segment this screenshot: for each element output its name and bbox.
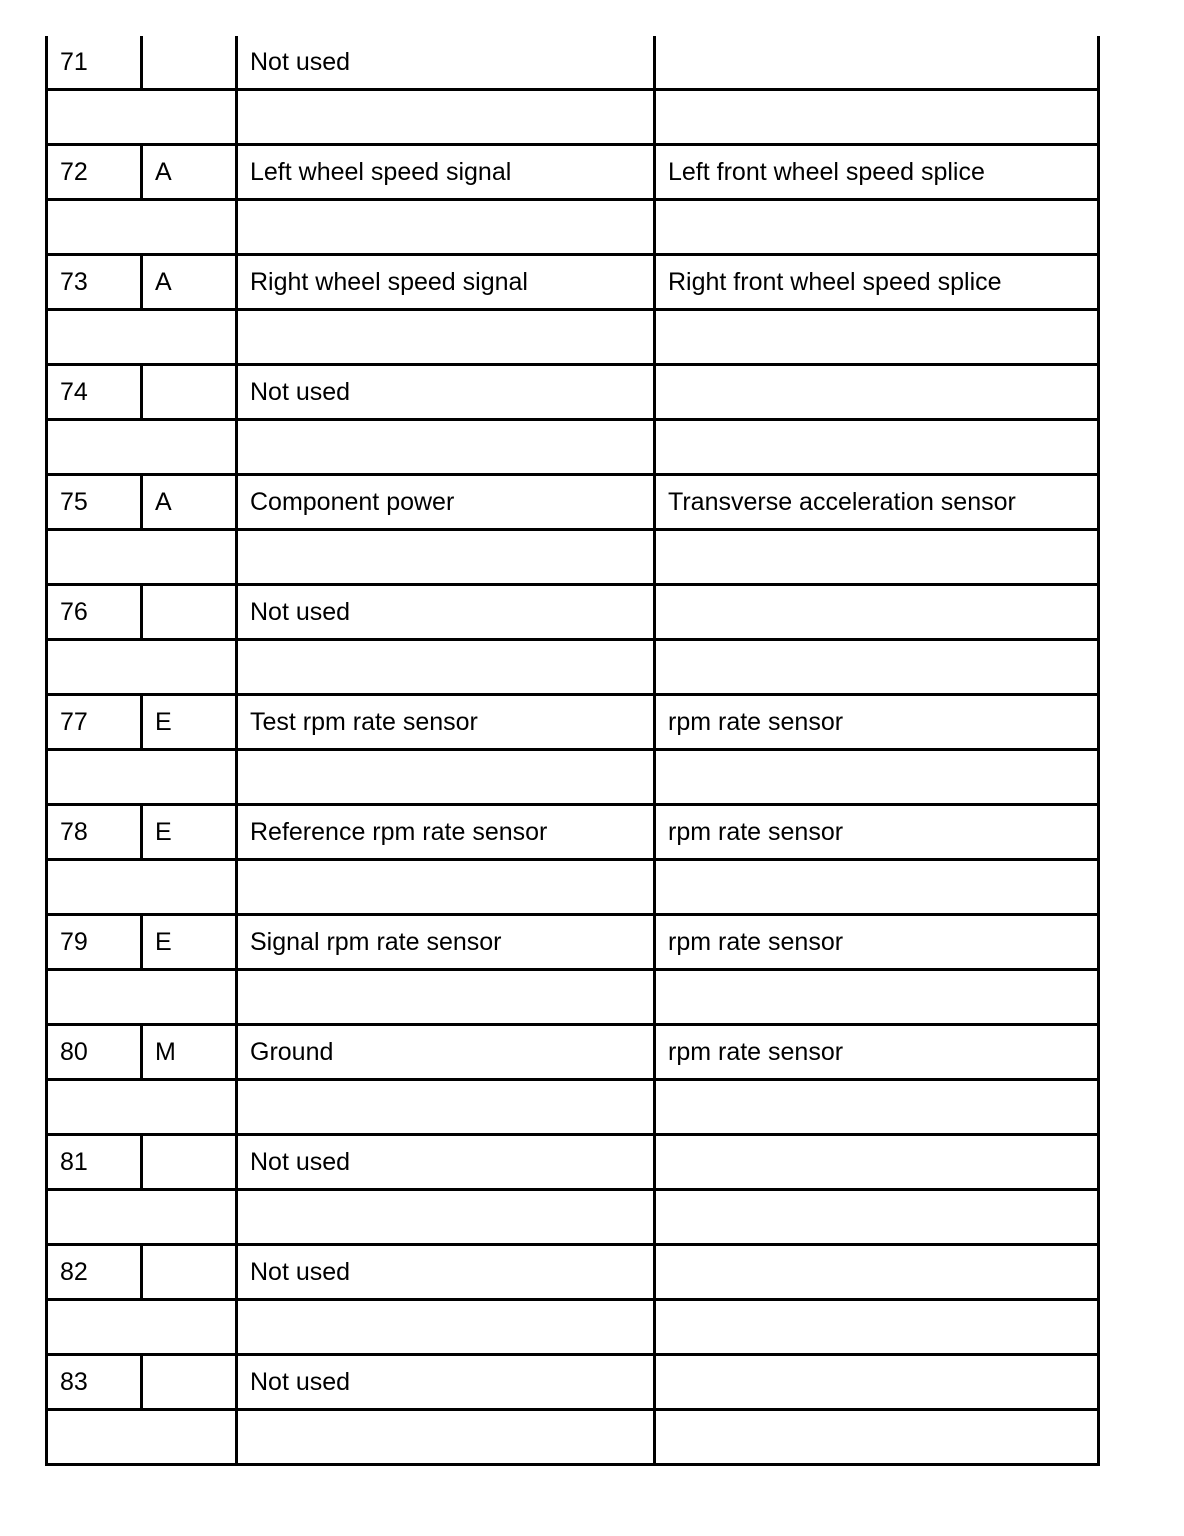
spacer-cell xyxy=(655,420,1099,475)
pin-function-cell: Not used xyxy=(237,36,655,90)
pin-type-cell: A xyxy=(142,255,237,310)
spacer-row xyxy=(47,90,1099,145)
table-row xyxy=(47,145,1099,200)
table-row xyxy=(47,1355,1099,1410)
spacer-cell xyxy=(237,1080,655,1135)
spacer-row xyxy=(47,1190,1099,1245)
pin-connection-cell: rpm rate sensor xyxy=(655,915,1099,970)
spacer-cell xyxy=(47,200,237,255)
pin-function-cell: Right wheel speed signal xyxy=(237,255,655,310)
table-row xyxy=(47,695,1099,750)
spacer-cell xyxy=(47,530,237,585)
spacer-cell xyxy=(655,1410,1099,1465)
spacer-row xyxy=(47,200,1099,255)
spacer-cell xyxy=(655,530,1099,585)
pin-type-cell xyxy=(142,365,237,420)
spacer-row xyxy=(47,640,1099,695)
pin-type-cell: E xyxy=(142,695,237,750)
pin-connection-cell xyxy=(655,1355,1099,1410)
pin-type-cell xyxy=(142,1355,237,1410)
spacer-cell xyxy=(47,1300,237,1355)
pin-function-cell: Not used xyxy=(237,1135,655,1190)
pin-connection-cell: rpm rate sensor xyxy=(655,695,1099,750)
spacer-cell xyxy=(47,1080,237,1135)
pin-type-cell xyxy=(142,585,237,640)
pin-type-cell: A xyxy=(142,145,237,200)
pin-connection-cell: rpm rate sensor xyxy=(655,1025,1099,1080)
spacer-cell xyxy=(655,640,1099,695)
spacer-cell xyxy=(237,750,655,805)
pin-number-cell: 75 xyxy=(47,475,142,530)
spacer-cell xyxy=(655,970,1099,1025)
spacer-cell xyxy=(655,1080,1099,1135)
spacer-cell xyxy=(237,200,655,255)
spacer-row xyxy=(47,530,1099,585)
pin-assignment-table xyxy=(45,36,1100,1466)
spacer-cell xyxy=(237,640,655,695)
spacer-cell xyxy=(237,530,655,585)
table-row xyxy=(47,475,1099,530)
spacer-cell xyxy=(47,640,237,695)
pin-number-cell: 83 xyxy=(47,1355,142,1410)
pin-function-cell: Test rpm rate sensor xyxy=(237,695,655,750)
pin-connection-cell xyxy=(655,36,1099,90)
spacer-row xyxy=(47,1300,1099,1355)
spacer-cell xyxy=(47,1190,237,1245)
pin-connection-cell: Right front wheel speed splice xyxy=(655,255,1099,310)
pin-number-cell: 71 xyxy=(47,36,142,90)
pin-number-cell: 78 xyxy=(47,805,142,860)
spacer-cell xyxy=(237,420,655,475)
spacer-cell xyxy=(237,1190,655,1245)
pin-type-cell xyxy=(142,1135,237,1190)
pin-function-cell: Left wheel speed signal xyxy=(237,145,655,200)
spacer-cell xyxy=(47,970,237,1025)
spacer-cell xyxy=(47,860,237,915)
pin-number-cell: 77 xyxy=(47,695,142,750)
table-row xyxy=(47,365,1099,420)
pin-function-cell: Reference rpm rate sensor xyxy=(237,805,655,860)
table-row xyxy=(47,1135,1099,1190)
pin-type-cell: M xyxy=(142,1025,237,1080)
table-body xyxy=(47,36,1099,1465)
pin-function-cell: Component power xyxy=(237,475,655,530)
pin-function-cell: Not used xyxy=(237,1245,655,1300)
pin-number-cell: 80 xyxy=(47,1025,142,1080)
spacer-cell xyxy=(47,420,237,475)
spacer-cell xyxy=(47,90,237,145)
pin-function-cell: Ground xyxy=(237,1025,655,1080)
table-row xyxy=(47,255,1099,310)
pin-number-cell: 82 xyxy=(47,1245,142,1300)
pin-type-cell xyxy=(142,1245,237,1300)
pin-type-cell: A xyxy=(142,475,237,530)
spacer-cell xyxy=(655,90,1099,145)
pin-function-cell: Not used xyxy=(237,365,655,420)
pin-connection-cell xyxy=(655,365,1099,420)
spacer-row xyxy=(47,970,1099,1025)
pin-function-cell: Not used xyxy=(237,585,655,640)
spacer-cell xyxy=(237,860,655,915)
spacer-cell xyxy=(655,860,1099,915)
pin-number-cell: 74 xyxy=(47,365,142,420)
spacer-cell xyxy=(237,310,655,365)
spacer-row xyxy=(47,420,1099,475)
pin-connection-cell xyxy=(655,1245,1099,1300)
spacer-cell xyxy=(47,1410,237,1465)
spacer-cell xyxy=(237,970,655,1025)
pin-connection-cell: rpm rate sensor xyxy=(655,805,1099,860)
pin-connection-cell xyxy=(655,1135,1099,1190)
spacer-cell xyxy=(237,90,655,145)
pin-connection-cell: Transverse acceleration sensor xyxy=(655,475,1099,530)
spacer-cell xyxy=(47,750,237,805)
spacer-cell xyxy=(237,1410,655,1465)
spacer-row xyxy=(47,1080,1099,1135)
spacer-row xyxy=(47,860,1099,915)
spacer-row xyxy=(47,750,1099,805)
pin-number-cell: 72 xyxy=(47,145,142,200)
pin-type-cell xyxy=(142,36,237,90)
pin-function-cell: Not used xyxy=(237,1355,655,1410)
table-row xyxy=(47,915,1099,970)
pin-number-cell: 76 xyxy=(47,585,142,640)
pin-connection-cell xyxy=(655,585,1099,640)
spacer-cell xyxy=(237,1300,655,1355)
pin-type-cell: E xyxy=(142,915,237,970)
pin-type-cell: E xyxy=(142,805,237,860)
spacer-cell xyxy=(47,310,237,365)
table-row xyxy=(47,805,1099,860)
spacer-cell xyxy=(655,750,1099,805)
pin-number-cell: 81 xyxy=(47,1135,142,1190)
table-row xyxy=(47,585,1099,640)
spacer-cell xyxy=(655,1300,1099,1355)
spacer-cell xyxy=(655,310,1099,365)
spacer-cell xyxy=(655,1190,1099,1245)
table-row xyxy=(47,1025,1099,1080)
pin-number-cell: 73 xyxy=(47,255,142,310)
spacer-cell xyxy=(655,200,1099,255)
pin-number-cell: 79 xyxy=(47,915,142,970)
pin-function-cell: Signal rpm rate sensor xyxy=(237,915,655,970)
spacer-row xyxy=(47,1410,1099,1465)
table-row xyxy=(47,1245,1099,1300)
table-row xyxy=(47,36,1099,90)
spacer-row xyxy=(47,310,1099,365)
pin-connection-cell: Left front wheel speed splice xyxy=(655,145,1099,200)
